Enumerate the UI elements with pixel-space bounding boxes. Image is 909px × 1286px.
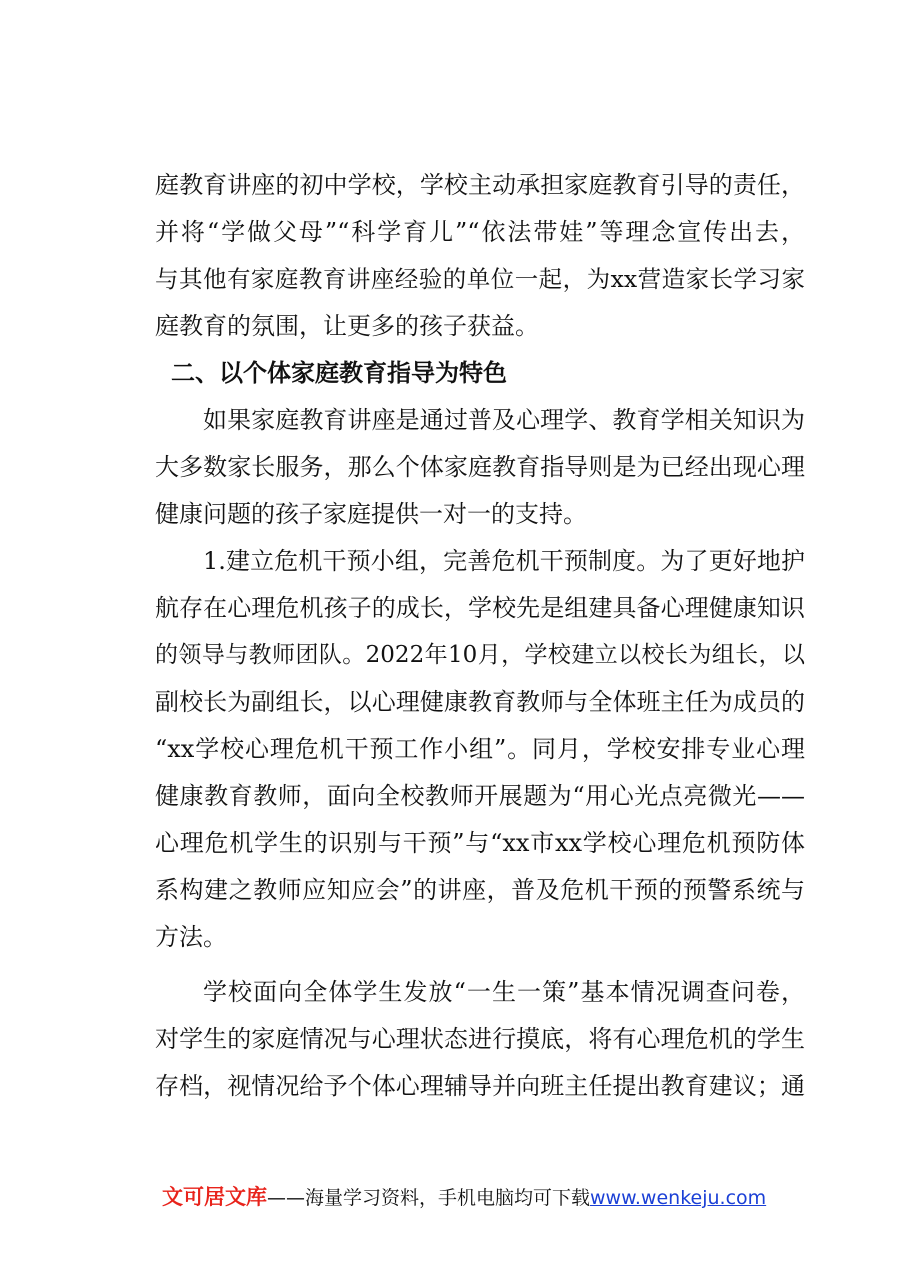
paragraph-spacer: [155, 961, 805, 969]
paragraph-line: 健康教育教师，面向全校教师开展题为“用心光点亮微光——: [155, 782, 805, 810]
footer-tagline: ——海量学习资料，手机电脑均可下载: [267, 1187, 591, 1209]
paragraph-line: 如果家庭教育讲座是通过普及心理学、教育学相关知识为: [203, 406, 805, 434]
paragraph-line: 心理危机学生的识别与干预”与“xx市xx学校心理危机预防体: [155, 829, 805, 857]
paragraph-line: 学校面向全体学生发放“一生一策”基本情况调查问卷，: [203, 978, 805, 1006]
paragraph-line: 的领导与教师团队。2022年10月，学校建立以校长为组长，以: [155, 642, 805, 668]
footer-url-link[interactable]: www.wenkeju.com: [590, 1187, 767, 1209]
paragraph-line: 航存在心理危机孩子的成长，学校先是组建具备心理健康知识: [155, 594, 805, 622]
paragraph-line: 健康问题的孩子家庭提供一对一的支持。: [155, 500, 587, 528]
footer-brand: 文可居文库: [162, 1185, 267, 1209]
paragraph-line: 与其他有家庭教育讲座经验的单位一起，为xx营造家长学习家: [155, 265, 805, 293]
paragraph-line: 对学生的家庭情况与心理状态进行摸底，将有心理危机的学生: [155, 1025, 805, 1053]
footer-banner: [162, 1183, 782, 1211]
paragraph-line: 大多数家长服务，那么个体家庭教育指导则是为已经出现心理: [155, 453, 805, 481]
paragraph-line: 庭教育的氛围，让更多的孩子获益。: [155, 312, 539, 340]
paragraph-line: 庭教育讲座的初中学校，学校主动承担家庭教育引导的责任，: [155, 171, 805, 199]
paragraph-line: 并将“学做父母”“科学育儿”“依法带娃”等理念宣传出去，: [155, 218, 805, 246]
paragraph-line: 1.建立危机干预小组，完善危机干预制度。为了更好地护: [203, 547, 805, 575]
document-body: [155, 162, 805, 1110]
section-heading: 二、以个体家庭教育指导为特色: [171, 359, 507, 387]
paragraph-line: 副校长为副组长，以心理健康教育教师与全体班主任为成员的: [155, 688, 805, 716]
paragraph-line: 存档，视情况给予个体心理辅导并向班主任提出教育建议；通: [155, 1072, 805, 1100]
paragraph-line: 方法。: [155, 923, 227, 951]
paragraph-line: 系构建之教师应知应会”的讲座，普及危机干预的预警系统与: [155, 876, 805, 904]
paragraph-line: “xx学校心理危机干预工作小组”。同月，学校安排专业心理: [155, 735, 805, 763]
